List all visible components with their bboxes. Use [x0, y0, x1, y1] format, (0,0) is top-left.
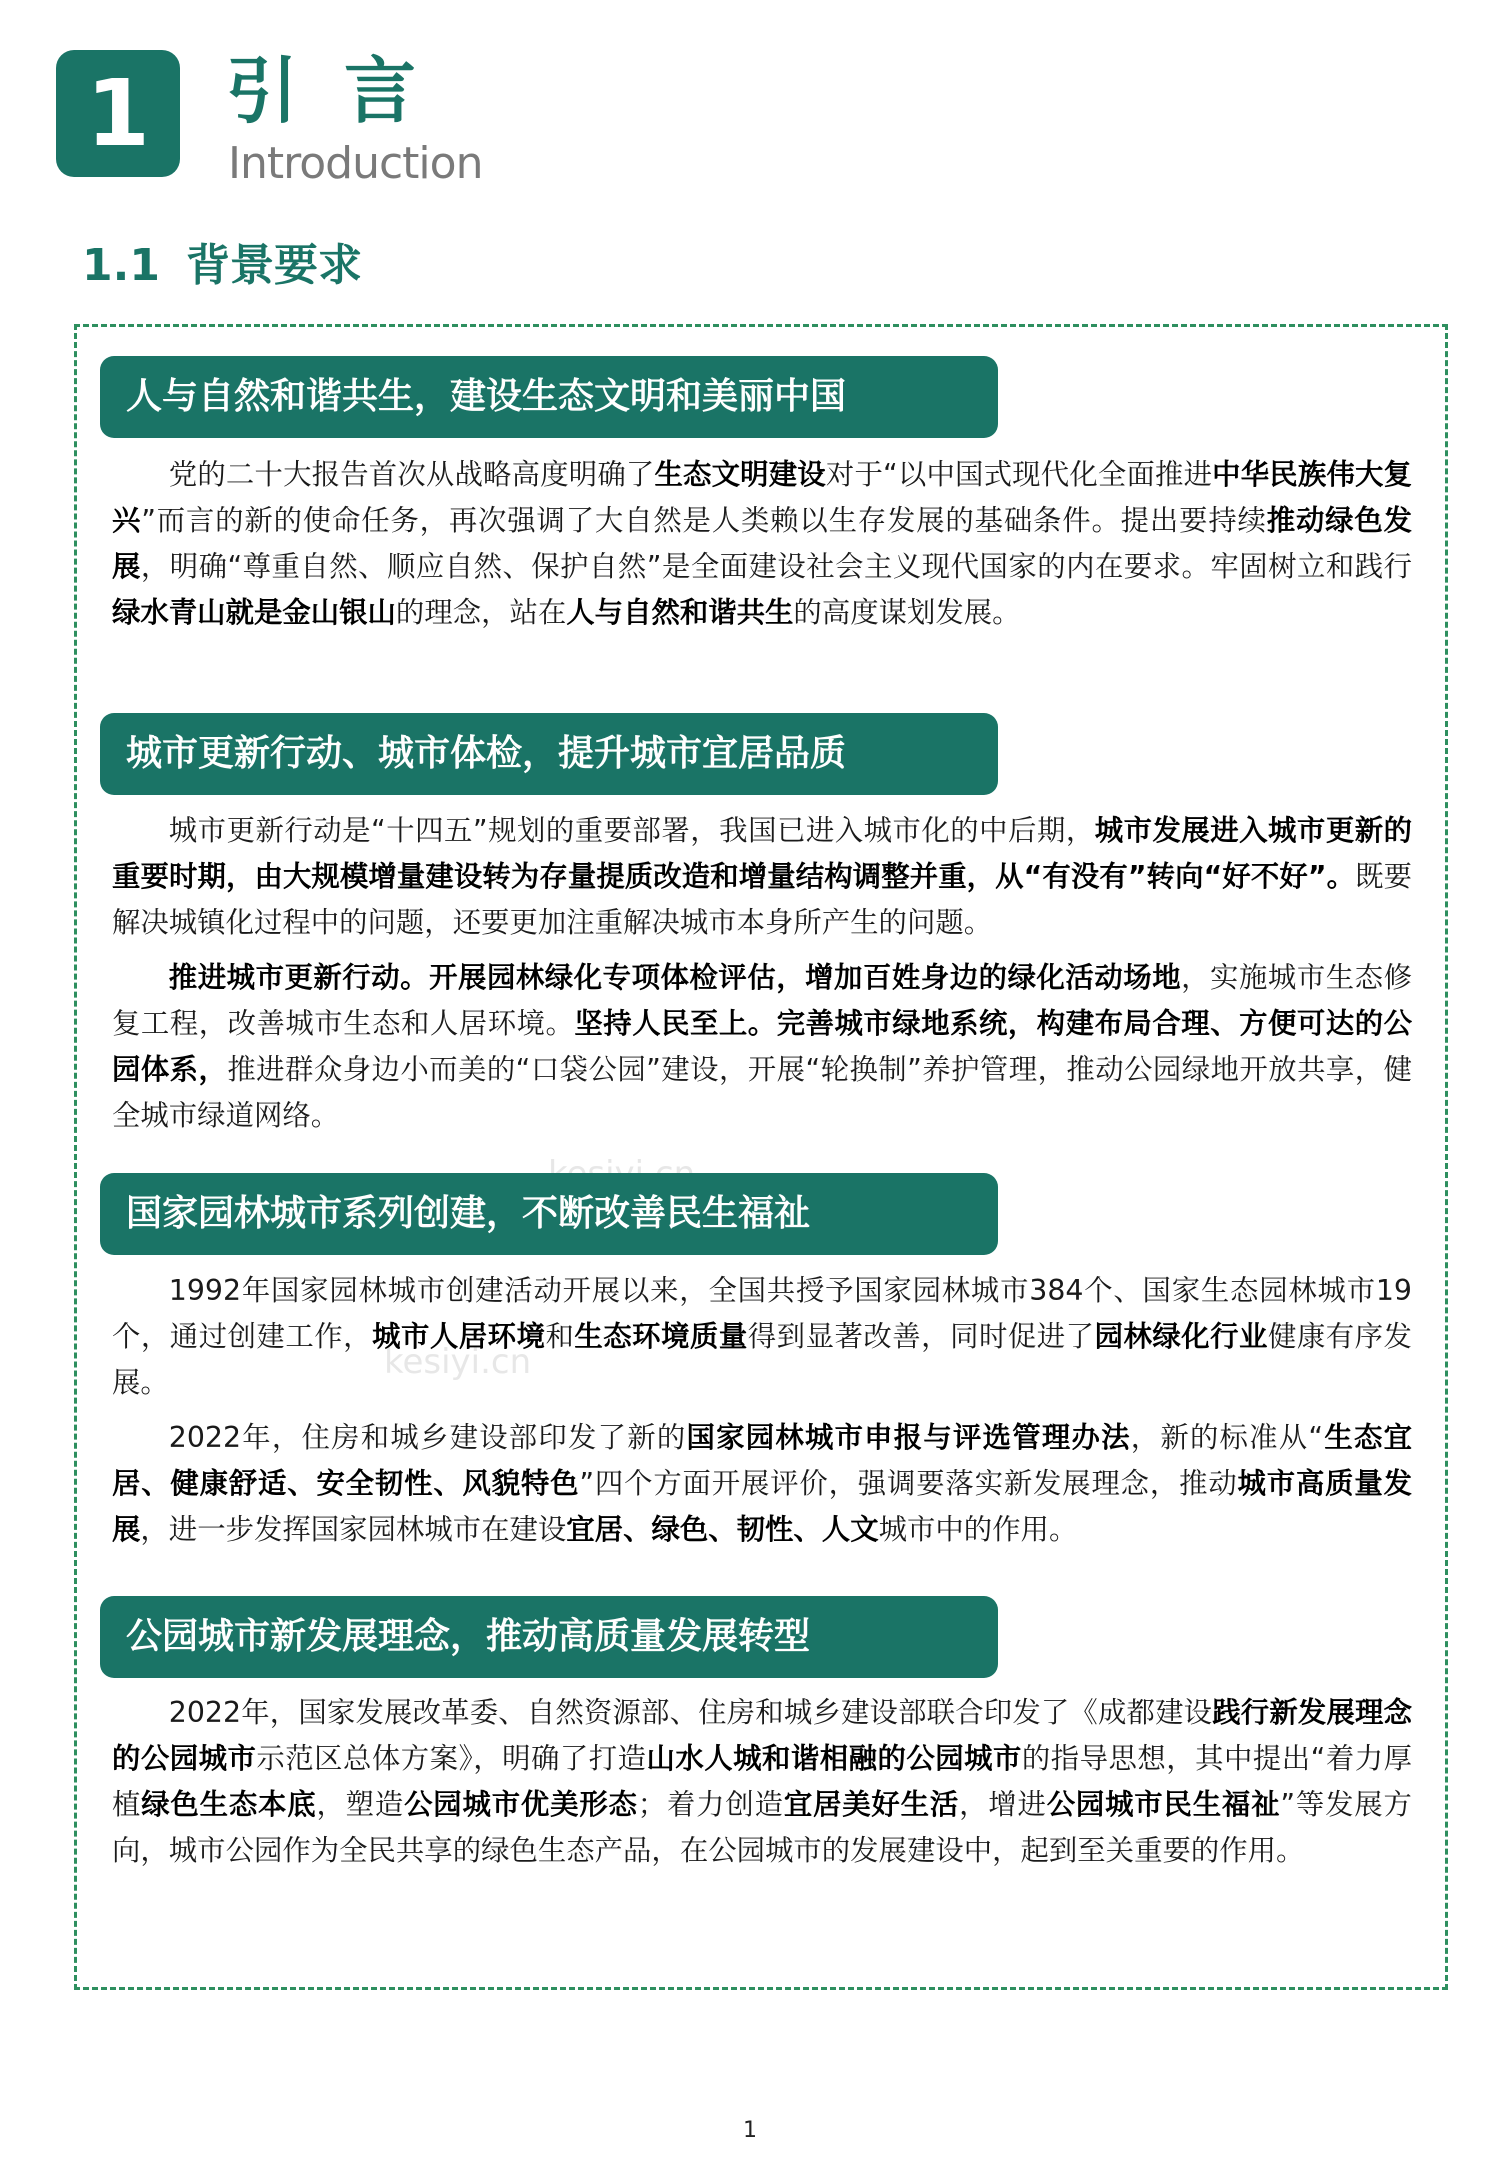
body-text: ”等发展方向，城市公园作为全民共享的绿色生态产品，在公园城市的发展建设中，起到至关重要的作用。 [112, 1788, 1412, 1867]
emphasis-text: 坚持人民至上。完善城市绿地系统，构建布局合理、方便可达的公园体系， [112, 1007, 1412, 1086]
block-header-urban-renewal: 城市更新行动、城市体检，提升城市宜居品质 [100, 713, 998, 795]
block-header-park-city: 公园城市新发展理念，推动高质量发展转型 [100, 1596, 998, 1678]
body-text: 的高度谋划发展。 [793, 596, 1021, 629]
body-text: ，新的标准从“ [1130, 1421, 1324, 1454]
emphasis-text: 园林绿化行业 [1094, 1320, 1268, 1353]
section-title [82, 236, 362, 296]
body-text: ，进一步发挥国家园林城市在建设 [140, 1513, 567, 1546]
body-text: 示范区总体方案》，明确了打造 [256, 1742, 647, 1775]
body-text: ，塑造 [316, 1788, 405, 1821]
section-number: 1.1 [82, 240, 160, 291]
block-header-harmony: 人与自然和谐共生，建设生态文明和美丽中国 [100, 356, 998, 438]
body-text: 党的二十大报告首次从战略高度明确了 [168, 458, 655, 491]
paragraph [112, 955, 1412, 1139]
emphasis-text: 公园城市民生福祉 [1046, 1788, 1281, 1821]
body-text: 的指导思想，其中提出“着力厚植 [112, 1742, 1412, 1821]
emphasis-text: 国家园林城市申报与评选管理办法 [686, 1421, 1131, 1454]
body-text: ，实施城市生态修复工程，改善城市生态和人居环境。 [112, 961, 1412, 1040]
paragraph [112, 808, 1412, 946]
body-text: 推进群众身边小而美的“口袋公园”建设，开展“轮换制”养护管理，推动公园绿地开放共享，健全城市绿道网络。 [112, 1053, 1412, 1132]
body-text: 健康有序发展。 [112, 1320, 1412, 1399]
emphasis-text: 生态环境质量 [574, 1320, 748, 1353]
emphasis-text: 践行新发展理念的公园城市 [112, 1696, 1412, 1775]
emphasis-text: 山水人城和谐相融的公园城市 [646, 1742, 1022, 1775]
emphasis-text: 绿水青山就是金山银山 [112, 596, 396, 629]
paragraph [112, 1415, 1412, 1553]
emphasis-text: 宜居、绿色、韧性、人文 [566, 1513, 879, 1546]
body-text: 和 [545, 1320, 575, 1353]
section-title-text: 背景要求 [185, 240, 362, 291]
paragraph [112, 452, 1412, 636]
emphasis-text: 公园城市优美形态 [404, 1788, 638, 1821]
chapter-subtitle: Introduction [228, 138, 483, 189]
chapter-title: 引言 [226, 49, 463, 133]
body-text: ；着力创造 [637, 1788, 784, 1821]
body-text: ”四个方面开展评价，强调要落实新发展理念，推动 [579, 1467, 1238, 1500]
block-header-garden-city: 国家园林城市系列创建，不断改善民生福祉 [100, 1173, 998, 1255]
body-text: 的理念，站在 [395, 596, 567, 629]
body-text: ，增进 [959, 1788, 1047, 1821]
emphasis-text: 中华民族伟大复兴 [112, 458, 1412, 537]
body-text: 城市更新行动是“十四五”规划的重要部署，我国已进入城市化的中后期， [168, 814, 1095, 847]
body-text: ，明确“尊重自然、顺应自然、保护自然”是全面建设社会主义现代国家的内在要求。牢固树立和践行 [140, 550, 1412, 583]
body-text: 得到显著改善，同时促进了 [747, 1320, 1095, 1353]
emphasis-text: 人与自然和谐共生 [566, 596, 794, 629]
emphasis-text: 城市高质量发展 [112, 1467, 1412, 1546]
emphasis-text: 宜居美好生活 [783, 1788, 960, 1821]
body-text: 对于“以中国式现代化全面推进 [825, 458, 1213, 491]
body-text: 2022年，国家发展改革委、自然资源部、住房和城乡建设部联合印发了《成都建设 [168, 1696, 1213, 1729]
body-text: 1992年国家园林城市创建活动开展以来，全国共授予国家园林城市384个、国家生态园林城市19个，通过创建工作， [112, 1274, 1412, 1353]
emphasis-text: 推进城市更新行动。开展园林绿化专项体检评估，增加百姓身边的绿化活动场地 [168, 961, 1182, 994]
body-text: 2022年，住房和城乡建设部印发了新的 [168, 1421, 687, 1454]
emphasis-text: 推动绿色发展 [112, 504, 1412, 583]
body-text: 既要解决城镇化过程中的问题，还要更加注重解决城市本身所产生的问题。 [112, 860, 1412, 939]
paragraph [112, 1268, 1412, 1406]
page-number: 1 [743, 2118, 757, 2143]
emphasis-text: 绿色生态本底 [141, 1788, 317, 1821]
emphasis-text: 生态宜居、健康舒适、安全韧性、风貌特色 [112, 1421, 1412, 1500]
emphasis-text: 城市发展进入城市更新的重要时期，由大规模增量建设转为存量提质改造和增量结构调整并重，从“有没有”转向“好不好”。 [112, 814, 1412, 893]
body-text: 城市中的作用。 [878, 1513, 1078, 1546]
paragraph [112, 1690, 1412, 1874]
watermark-text-2: kesiyi.cn [384, 1342, 532, 1382]
body-text: ”而言的新的使命任务，再次强调了大自然是人类赖以生存发展的基础条件。提出要持续 [141, 504, 1267, 537]
chapter-number-badge: 1 [56, 50, 180, 177]
emphasis-text: 生态文明建设 [654, 458, 826, 491]
emphasis-text: 城市人居环境 [372, 1320, 546, 1353]
